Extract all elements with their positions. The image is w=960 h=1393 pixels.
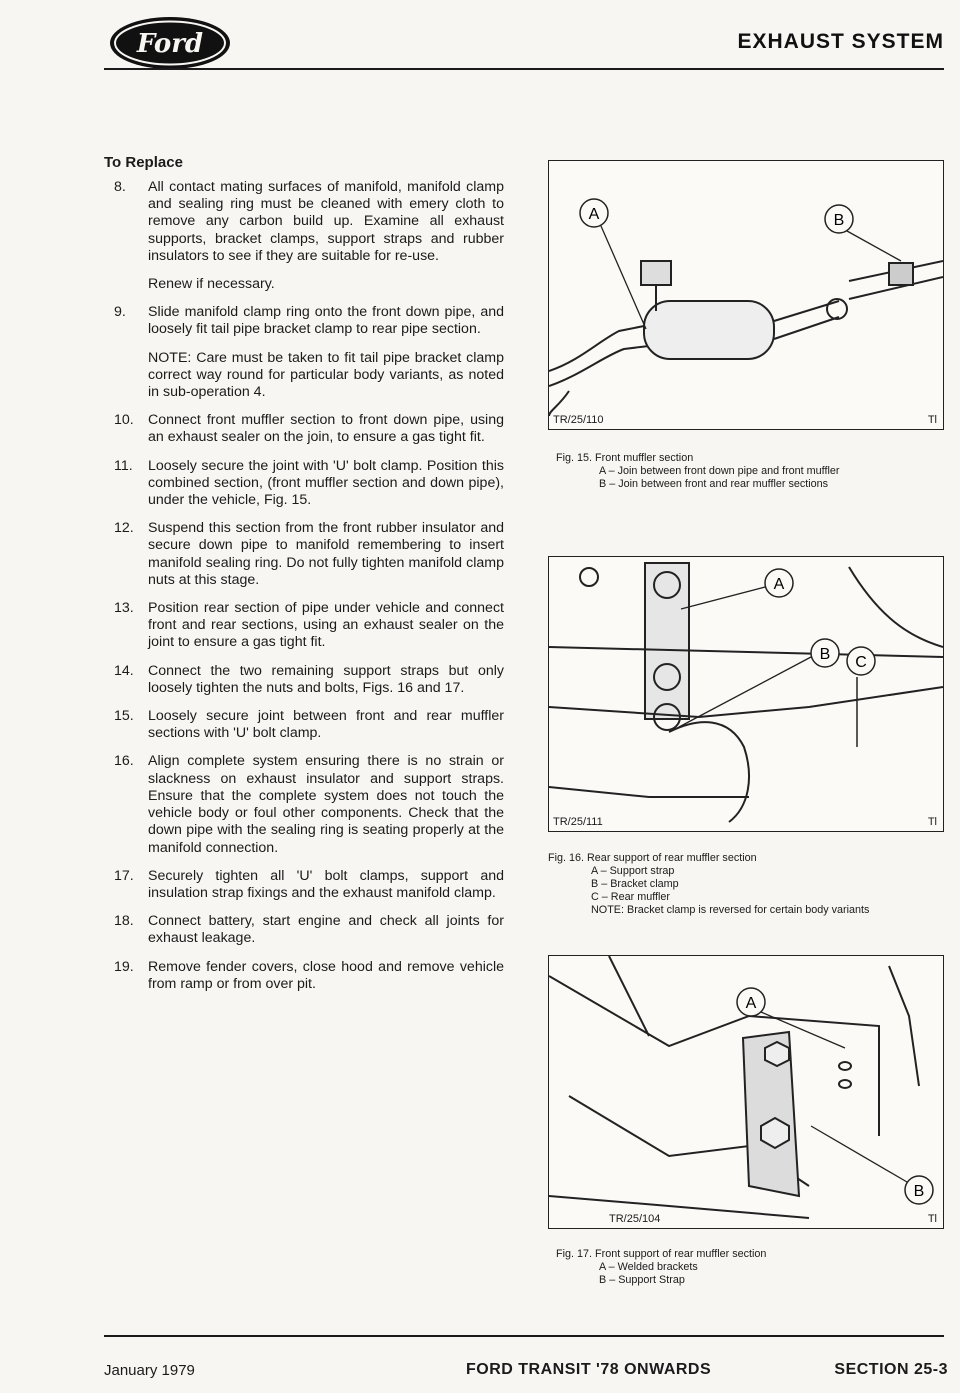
figure-mark: Tl <box>927 1213 937 1225</box>
step-number: 17. <box>114 867 134 884</box>
caption-line: B – Join between front and rear muffler sections <box>599 478 829 490</box>
svg-text:A: A <box>773 576 785 593</box>
figure-code: TR/25/110 <box>553 414 604 426</box>
section-heading: To Replace <box>104 154 183 171</box>
footer-title: FORD TRANSIT '78 ONWARDS <box>466 1361 712 1378</box>
step-number: 18. <box>114 913 134 930</box>
page-title: EXHAUST SYSTEM <box>737 30 944 53</box>
caption-title: Fig. 17. Front support of rear muffler section <box>556 1248 767 1260</box>
step-text <box>148 868 504 902</box>
step-paragraph: Loosely secure joint between front and rear muffler sections with 'U' bolt clamp. <box>148 708 504 742</box>
front-support-illustration <box>549 956 943 1228</box>
figure-16-caption <box>548 852 946 917</box>
procedure-step <box>104 458 504 510</box>
callout-b <box>825 205 901 261</box>
step-text <box>148 753 504 856</box>
caption-line: C – Rear muffler <box>591 891 671 903</box>
figure-16 <box>548 556 944 832</box>
callout-c <box>847 647 875 675</box>
step-number: 12. <box>114 520 134 537</box>
caption-title: Fig. 15. Front muffler section <box>556 452 694 464</box>
procedure-step <box>104 708 504 742</box>
svg-text:B: B <box>913 1183 925 1200</box>
step-paragraph: Renew if necessary. <box>148 276 275 293</box>
step-text <box>148 179 504 293</box>
procedure-step <box>104 600 504 652</box>
step-text <box>148 520 504 589</box>
step-text <box>148 913 504 947</box>
step-list <box>104 179 504 993</box>
procedure-step <box>104 304 504 401</box>
figure-15 <box>548 160 944 430</box>
figure-mark: Tl <box>927 816 937 828</box>
step-paragraph: Connect front muffler section to front down pipe, using an exhaust sealer on the join, to ensure a gas tight fit. <box>148 412 504 446</box>
footer-date: January 1979 <box>104 1362 195 1379</box>
step-text <box>148 708 504 742</box>
svg-text:B: B <box>833 212 845 229</box>
step-paragraph: Slide manifold clamp ring onto the front down pipe, and loosely fit tail pipe bracket clamp to rear pipe section. <box>148 304 504 338</box>
procedure-step <box>104 520 504 589</box>
step-paragraph: Securely tighten all 'U' bolt clamps, support and insulation strap fixings and the exhaust manifold clamp. <box>148 867 504 901</box>
step-paragraph: Remove fender covers, close hood and remove vehicle from ramp or from over pit. <box>148 958 504 992</box>
callout-a <box>580 199 646 329</box>
step-number: 11. <box>114 457 133 474</box>
callout-a <box>681 569 793 609</box>
rear-support-illustration <box>549 557 943 831</box>
step-number: 16. <box>114 753 134 770</box>
footer-rule <box>104 1335 944 1337</box>
figure-code: TR/25/111 <box>553 816 603 828</box>
caption-line: A – Support strap <box>591 865 675 877</box>
procedure-step <box>104 179 504 293</box>
caption-line: A – Welded brackets <box>599 1261 698 1273</box>
step-paragraph: Position rear section of pipe under vehicle and connect front and rear sections, using an exhaust sealer on the joint to ensure a gas tight fit. <box>148 600 504 651</box>
procedure-step <box>104 753 504 856</box>
step-number: 13. <box>114 600 134 617</box>
step-paragraph: Loosely secure the joint with 'U' bolt clamp. Position this combined section, (front muffler section and down pipe), under the vehicle, Fig. 15. <box>148 457 504 509</box>
step-number: 19. <box>114 958 134 975</box>
ford-logo <box>108 14 232 72</box>
figure-mark: Tl <box>927 414 937 426</box>
step-text <box>148 304 504 401</box>
step-paragraph: Connect battery, start engine and check all joints for exhaust leakage. <box>148 913 504 947</box>
figure-17 <box>548 955 944 1229</box>
step-number: 14. <box>114 662 134 679</box>
step-paragraph: Suspend this section from the front rubber insulator and secure down pipe to manifold remembering to insert manifold sealing ring. Do not fully tighten manifold clamp nuts at this stage. <box>148 520 504 588</box>
header-rule <box>104 68 944 70</box>
caption-line: NOTE: Bracket clamp is reversed for certain body variants <box>591 904 870 916</box>
step-number: 9. <box>114 304 126 321</box>
procedure-step <box>104 868 504 902</box>
procedure-step <box>104 959 504 993</box>
step-paragraph: Connect the two remaining support straps but only loosely tighten the nuts and bolts, Figs. 16 and 17. <box>148 662 504 696</box>
svg-text:Ford: Ford <box>136 29 204 59</box>
footer-section: SECTION 25-3 <box>834 1361 948 1378</box>
figure-15-caption <box>556 452 946 491</box>
step-paragraph: NOTE: Care must be taken to fit tail pipe bracket clamp correct way round for particular body variants, as noted in sub-operation 4. <box>148 349 504 401</box>
procedure-step <box>104 913 504 947</box>
caption-line: B – Bracket clamp <box>591 878 679 890</box>
step-text <box>148 959 504 993</box>
caption-line: B – Support Strap <box>599 1274 685 1286</box>
svg-text:B: B <box>819 646 831 663</box>
caption-line: A – Join between front down pipe and front muffler <box>599 465 840 477</box>
figure-code: TR/25/104 <box>609 1213 661 1225</box>
step-text <box>148 458 504 510</box>
svg-text:C: C <box>855 654 867 671</box>
front-muffler-illustration <box>549 161 943 429</box>
step-text <box>148 663 504 697</box>
callout-b <box>811 1126 933 1204</box>
step-text <box>148 600 504 652</box>
step-text <box>148 412 504 446</box>
svg-text:A: A <box>745 995 757 1012</box>
step-paragraph: All contact mating surfaces of manifold, manifold clamp and sealing ring must be cleaned with emery cloth to remove any carbon build up. Examine all exhaust supports, bracket clamps, support straps and rubber insulators to see if they are suitable for re-use. <box>148 179 504 264</box>
step-number: 8. <box>114 179 126 195</box>
step-number: 15. <box>114 708 134 725</box>
step-paragraph: Align complete system ensuring there is no strain or slackness on exhaust insulator and support straps. Ensure that the complete system does not touch the vehicle body or foul other components. Check that the down pipe with the sealing ring is seating properly at the manifold connection. <box>148 753 504 856</box>
procedure-column <box>104 154 504 1004</box>
caption-title: Fig. 16. Rear support of rear muffler section <box>548 852 757 864</box>
figure-17-caption <box>556 1248 946 1287</box>
procedure-step <box>104 663 504 697</box>
step-number: 10. <box>114 412 134 429</box>
svg-text:A: A <box>588 206 600 223</box>
procedure-step <box>104 412 504 446</box>
